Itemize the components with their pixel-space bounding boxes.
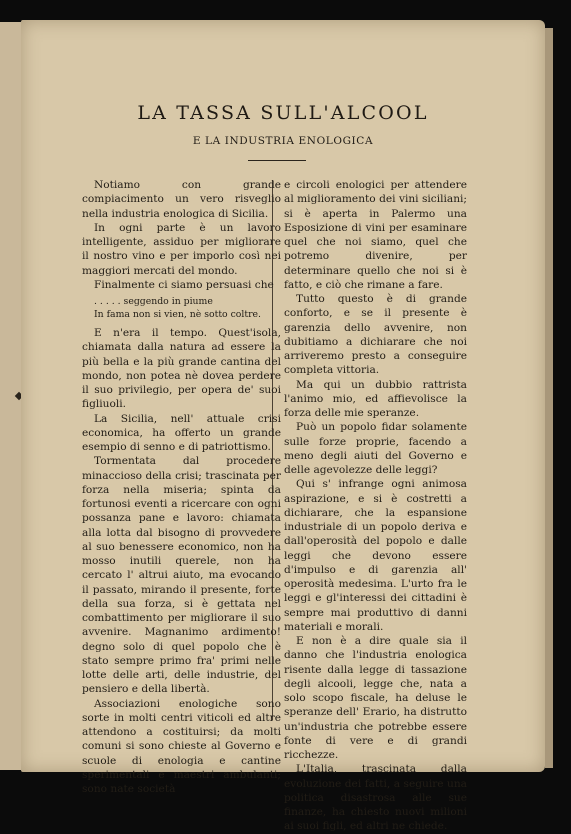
document-page xyxy=(21,20,545,833)
article-subtitle: E LA INDUSTRIA ENOLOGICA xyxy=(192,135,374,147)
paragraph: Può un popolo fidar solamente sulle forze proprie, facendo a meno degli aiuti del Governo e delle agevolezze delle leggi? xyxy=(284,421,467,476)
paragraph: Qui s' infrange ogni animosa aspirazione, e si è costretti a dichiarare, che la espansione industriale di un popolo deriva e dall'operosità del popolo e dalle leggi che devono essere d'impulso e di garenzia all' operosità medesima. L'urto fra le leggi e gl'interessi dei cittadini è sempre mai produttivo di danni materiali e morali. xyxy=(284,478,467,633)
paragraph: Ma qui un dubbio rattrista l'animo mio, ed affievolisce la forza delle mie speranze. xyxy=(284,378,467,419)
title-rule xyxy=(248,160,306,161)
paragraph: Tutto questo è di grande conforto, e se il presente è garenzia dello avvenire, non dubitiamo a dichiarare che noi arriveremo presto a conseguire completa vittoria. xyxy=(284,293,467,377)
verse-line: In fama non si vien, nè sotto coltre. xyxy=(94,309,262,320)
paragraph: e circoli enologici per attendere al miglioramento dei vini siciliani; si è aperta in Palermo una Esposizione di vini per esaminare quel che noi siamo, quel che potremo divenire, per determinare quello che noi si è fatto, e ciò che rimane a fare. xyxy=(284,179,467,291)
paragraph: Tormentata dal procedere minaccioso della crisi; trascinata per forza nella miseria; spinta da fortunosi eventi a ricercare con ogni possanza pane e lavoro: chiamata alla lotta dal bisogno di provvedere al suo benessere economico, non ha mosso inutili querele, non ha cercato l' altrui aiuto, ma evocando il passato, mirando il presente, forte della sua forza, si è gettata nel combattimento per migliorare il suo avvenire. Magnanimo ardimento! degno solo di quel popolo che è stato sempre primo fra' primi nelle lotte delle arti, delle industrie, del pensiero e della libertà. xyxy=(82,455,281,696)
paragraph: In ogni parte è un lavoro intelligente, assiduo per migliorare il nostro vino e per imporlo così nei maggiori mercati del mondo. xyxy=(82,221,281,277)
verse-line: . . . . . seggendo in piume xyxy=(94,296,213,307)
paragraph: E n'era il tempo. Quest'isola, chiamata dalla natura ad essere la più bella e la più grande cantina del mondo, non potea nè dovea perdere il suo privilegio, per opera de' suoi figliuoli. xyxy=(82,327,281,411)
page-stack-edge xyxy=(545,28,553,768)
paragraph: Associazioni enologiche sono sorte in molti centri viticoli ed altre attendono a costituirsi; da molti comuni si sono chieste al Governo e scuole di enologia e cantine sperimentali e maestri ambulanti; sono nate società xyxy=(82,697,281,795)
paragraph: E non è a dire quale sia il danno che l'industria enologica risente dalla legge di tassazione degli alcooli, legge che, nata a solo scopo fiscale, ha deluse le speranze dell' Erario, ha distrutto un'industria che potrebbe essere fonte di vere e di grandi ricchezze. xyxy=(284,635,467,761)
paragraph: L'Italia, trascinata dalla evoluzione dei fatti, a seguire una politica disastrosa alle sue finanze, ha chiesto nuovi milioni ai suoi figli, ed altri ne chiede. xyxy=(284,763,467,833)
verse-quote xyxy=(82,295,281,321)
article-title: LA TASSA SULL'ALCOOL xyxy=(137,102,429,124)
paragraph: La Sicilia, nell' attuale crisi economica, ha offerto un grande esempio di senno e di patriottismo. xyxy=(82,412,281,453)
text-column-right xyxy=(284,178,467,834)
paragraph: Notiamo con grande compiacimento un vero risveglio nella industria enologica di Sicilia. xyxy=(82,179,281,220)
paragraph: Finalmente ci siamo persuasi che xyxy=(94,278,274,291)
text-column-left xyxy=(82,178,281,796)
